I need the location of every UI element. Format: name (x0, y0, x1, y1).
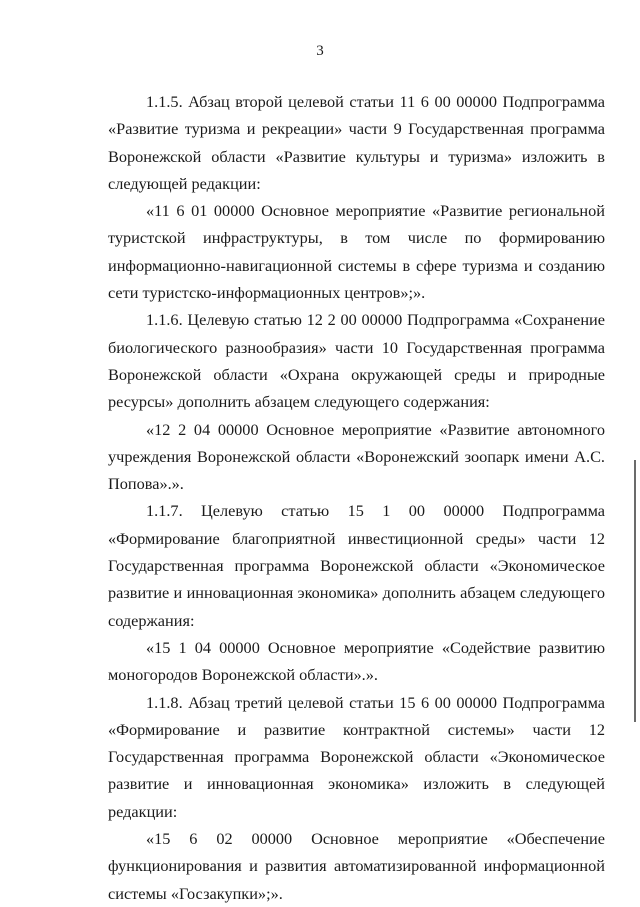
paragraph-1-1-8: 1.1.8. Абзац третий целевой статьи 15 6 00 00000 Подпрограмма «Формирование и развитие контрактной системы» части 12 Государственная программа Воронежской области «Экономическое развитие и инновационная экономика» изложить в следующей редакции: (108, 692, 605, 821)
paragraph-1-1-6-text: «12 2 04 00000 Основное мероприятие «Развитие автономного учреждения Воронежской области «Воронежский зоопарк имени А.С. Попова».». (108, 419, 605, 494)
document-body (108, 88, 605, 907)
paragraph-1-1-6: 1.1.6. Целевую статью 12 2 00 00000 Подпрограмма «Сохранение биологического разнообразия» части 10 Государственная программа Воронежской области «Охрана окружающей среды и природные ресурсы» дополнить абзацем следующего содержания: (108, 310, 605, 412)
paragraph-1-1-8-text: «15 6 02 00000 Основное мероприятие «Обеспечение функционирования и развития автоматизированной информационной системы «Госзакупки»;». (108, 829, 605, 903)
paragraph-1-1-7-text: «15 1 04 00000 Основное мероприятие «Содействие развитию моногородов Воронежской области».». (108, 637, 605, 685)
page-number: 3 (316, 43, 324, 59)
paragraph-1-1-7: 1.1.7. Целевую статью 15 1 00 00000 Подпрограмма «Формирование благоприятной инвестиционной среды» части 12 Государственная программа Воронежской области «Экономическое развитие и инновационная экономика» дополнить абзацем следующего содержания: (108, 501, 605, 630)
paragraph-1-1-5: 1.1.5. Абзац второй целевой статьи 11 6 00 00000 Подпрограмма «Развитие туризма и рекреации» части 9 Государственная программа Воронежской области «Развитие культуры и туризма» изложить в следующей редакции: (108, 92, 605, 193)
paragraph-1-1-5-text: «11 6 01 00000 Основное мероприятие «Развитие региональной туристской инфраструктуры, в том числе по формированию информационно-навигационной системы в сфере туризма и созданию сети туристско-информационных центров»;». (108, 201, 605, 303)
scan-edge-line (634, 460, 636, 722)
